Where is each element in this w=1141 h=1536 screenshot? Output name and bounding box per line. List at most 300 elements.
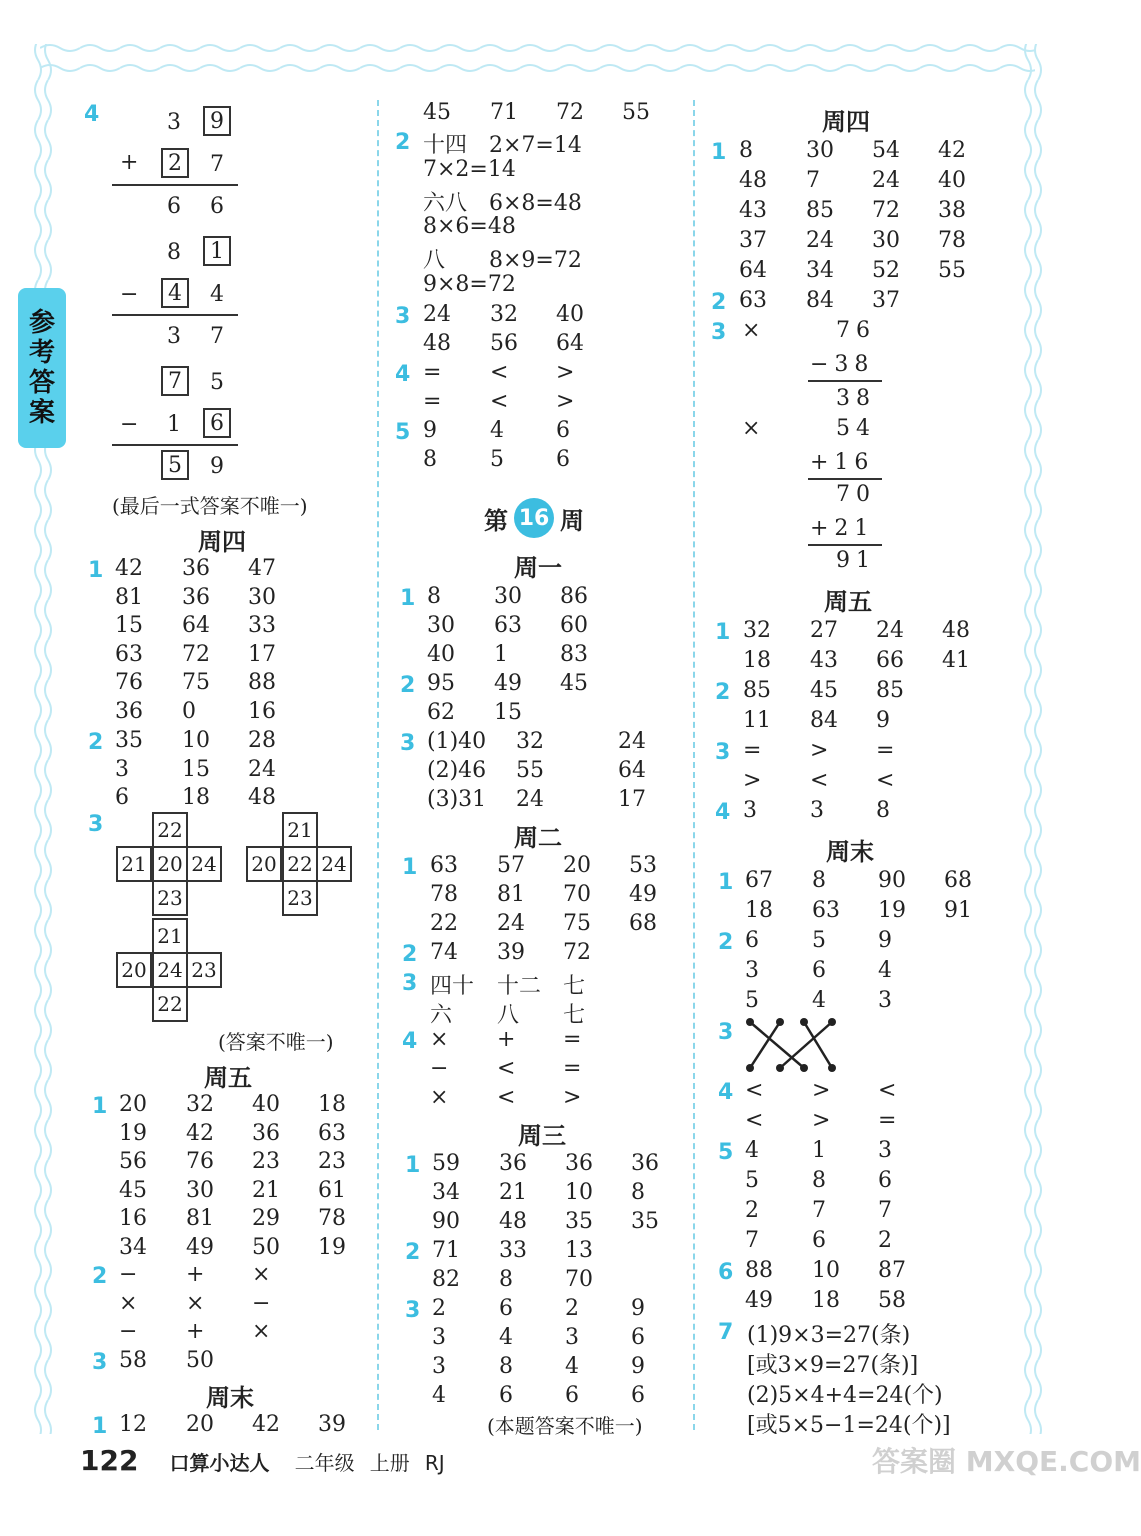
answer-value: 86: [560, 584, 588, 609]
answer-value: 6: [631, 1325, 645, 1350]
watermark: 答案圈 MXQE.COM: [872, 1445, 1141, 1478]
answer-value: 36: [499, 1151, 527, 1176]
answer-value: 59: [432, 1151, 460, 1176]
rule: [112, 314, 238, 316]
answer-value: ×: [430, 1085, 449, 1110]
section-title: 周四: [822, 108, 870, 136]
answer-line: 八 8×9=72: [423, 248, 582, 274]
answer-value: <: [745, 1078, 764, 1103]
answer-value: 42: [252, 1412, 280, 1437]
answer-value: 81: [115, 584, 143, 610]
question-number: 1: [88, 558, 104, 583]
answer-value: 八: [497, 1003, 520, 1028]
answer-value: 56: [119, 1149, 147, 1174]
section-title: 周五: [204, 1064, 252, 1092]
answer-value: 68: [944, 868, 972, 893]
digit: 8: [167, 240, 181, 265]
cross-cell: 23: [282, 880, 318, 916]
answer-value: 63: [115, 641, 143, 667]
answer-value: 5: [745, 988, 759, 1013]
question-number: 2: [88, 730, 104, 755]
answer-value: 5: [745, 1168, 759, 1193]
answer-value: <: [497, 1085, 516, 1110]
answer-value: 5: [490, 447, 504, 472]
answer-value: 32: [490, 302, 518, 327]
answer-value: 21: [499, 1180, 527, 1205]
answer-value: 15: [182, 756, 210, 782]
answer-value: 17: [248, 641, 276, 667]
answer-value: 36: [182, 584, 210, 610]
answer-value: 15: [494, 700, 522, 725]
digit: 4: [210, 282, 224, 307]
answer-value: 24: [423, 302, 451, 327]
answer-value: 48: [423, 331, 451, 356]
answer-value: 63: [739, 288, 767, 313]
cross-cell: 22: [152, 812, 188, 848]
answer-value: 72: [563, 940, 591, 965]
answer-value: 7: [812, 1198, 826, 1223]
section-title: 周末: [206, 1384, 254, 1412]
side-tab-char: 案: [28, 398, 55, 428]
cross-cell: 21: [152, 918, 188, 954]
answer-box: 5: [161, 450, 189, 480]
answer-value: 4: [812, 988, 826, 1013]
answer-value: 49: [629, 882, 657, 907]
answer-line: (1)9×3=27(条): [747, 1323, 911, 1348]
answer-value: 10: [182, 728, 210, 753]
answer-value: 9: [878, 928, 892, 953]
answer-value: 29: [252, 1206, 280, 1231]
answer-value: >: [743, 768, 762, 793]
answer-value: (3)31: [427, 787, 487, 812]
answer-value: 18: [743, 648, 771, 673]
digit: 3: [167, 110, 181, 135]
digit: 6: [210, 194, 224, 219]
vertical-calc-line: +16: [810, 450, 875, 475]
answer-value: 8: [812, 868, 826, 893]
answer-value: 30: [872, 228, 900, 253]
answer-value: 57: [497, 853, 525, 878]
rule: [808, 544, 882, 546]
cross-cell: 20: [246, 846, 282, 882]
question-number: 2: [395, 130, 411, 155]
answer-value: 19: [119, 1120, 147, 1146]
answer-value: 18: [812, 1288, 840, 1313]
answer-value: 70: [565, 1267, 593, 1292]
answer-value: >: [812, 1108, 831, 1133]
answer-value: 47: [248, 556, 276, 581]
answer-value: +: [186, 1262, 205, 1287]
answer-value: 37: [872, 288, 900, 313]
answer-value: 32: [516, 729, 544, 754]
answer-value: 50: [252, 1234, 280, 1260]
answer-value: 27: [810, 618, 838, 643]
answer-box: 2: [161, 148, 189, 178]
answer-value: 43: [739, 198, 767, 223]
rule: [112, 184, 238, 186]
answer-value: 5: [812, 928, 826, 953]
answer-box: 7: [161, 366, 189, 396]
cross-cell: 22: [152, 986, 188, 1022]
answer-value: 90: [878, 868, 906, 893]
cross-cell: 24: [186, 846, 222, 882]
term: 上册: [369, 1451, 410, 1475]
answer-value: <: [497, 1056, 516, 1081]
question-number: 1: [715, 620, 731, 645]
digit: 5: [210, 370, 224, 395]
answer-value: 4: [565, 1354, 579, 1379]
answer-value: 72: [182, 641, 210, 667]
answer-value: =: [878, 1108, 897, 1133]
digit: 9: [210, 454, 224, 479]
answer-value: 63: [318, 1120, 346, 1146]
cross-cell: 23: [152, 880, 188, 916]
rule: [112, 444, 238, 446]
alarm-clock-icon: 16: [514, 498, 554, 538]
question-number: 2: [400, 673, 416, 698]
answer-value: 34: [119, 1234, 147, 1260]
answer-value: 24: [872, 168, 900, 193]
question-number: 6: [718, 1260, 734, 1285]
answer-value: 33: [499, 1238, 527, 1263]
answer-value: 7: [745, 1228, 759, 1253]
answer-value: <: [876, 768, 895, 793]
answer-value: 6: [631, 1383, 645, 1408]
answer-value: 48: [248, 785, 276, 810]
answer-value: 3: [115, 756, 129, 782]
answer-value: 10: [812, 1258, 840, 1283]
answer-value: 3: [743, 798, 757, 823]
section-title: 周三: [518, 1122, 566, 1150]
answer-value: 38: [938, 198, 966, 223]
matching-lines-diagram: [742, 1014, 842, 1076]
answer-value: 0: [182, 698, 196, 724]
question-number: 1: [711, 140, 727, 165]
answer-value: 75: [182, 670, 210, 695]
answer-value: 3: [878, 1138, 892, 1163]
week-heading: [484, 498, 584, 538]
page-number: 122: [80, 1444, 139, 1477]
answer-value: 24: [497, 911, 525, 936]
question-number: 4: [718, 1080, 734, 1105]
vertical-calc-line: 76: [836, 318, 876, 343]
answer-value: 3: [745, 958, 759, 983]
answer-value: 56: [490, 331, 518, 356]
answer-value: 6: [745, 928, 759, 953]
question-number: 3: [718, 1020, 734, 1045]
answer-value: ×: [252, 1319, 271, 1344]
question-number: 3: [711, 320, 727, 345]
answer-value: 48: [942, 618, 970, 643]
answer-value: >: [556, 389, 575, 414]
answer-value: 七: [563, 974, 586, 999]
page-footer: [80, 1444, 445, 1477]
answer-value: 76: [115, 670, 143, 695]
answer-value: 22: [430, 911, 458, 936]
answer-value: 36: [565, 1151, 593, 1176]
answer-value: 41: [942, 648, 970, 673]
answer-value: 6: [812, 1228, 826, 1253]
rule: [808, 478, 882, 480]
answer-value: 71: [490, 100, 518, 125]
answer-value: 87: [878, 1258, 906, 1283]
answer-line: 8×6=48: [423, 214, 516, 240]
question-number: 7: [718, 1320, 734, 1345]
cross-cell: 24: [152, 952, 188, 988]
answer-value: <: [810, 768, 829, 793]
question-number: 1: [718, 870, 734, 895]
answer-value: 64: [182, 613, 210, 638]
answer-value: 8: [812, 1168, 826, 1193]
answer-line: [或3×9=27(条)]: [747, 1353, 919, 1378]
answer-value: 78: [430, 882, 458, 907]
digit: 3: [167, 324, 181, 349]
answer-value: 37: [739, 228, 767, 253]
answer-value: 42: [186, 1120, 214, 1146]
book-title: 口算小达人: [169, 1451, 270, 1475]
question-number: 1: [405, 1153, 421, 1178]
answer-value: 61: [318, 1177, 346, 1203]
question-number: 1: [402, 855, 418, 880]
answer-value: −: [430, 1056, 449, 1081]
answer-value: 20: [186, 1412, 214, 1437]
grade: 二年级: [294, 1451, 355, 1475]
answer-value: 45: [423, 100, 451, 125]
answer-value: 4: [745, 1138, 759, 1163]
answer-value: 9: [423, 418, 437, 443]
column-divider: [377, 100, 379, 1430]
answer-line: 六八 6×8=48: [423, 190, 582, 216]
answer-value: 42: [115, 556, 143, 581]
answer-value: +: [186, 1319, 205, 1344]
digit: 7: [210, 152, 224, 177]
vertical-calc-line: +21: [810, 516, 875, 541]
answer-value: 36: [252, 1120, 280, 1146]
answer-value: 4: [490, 418, 504, 443]
answer-line: 7×2=14: [423, 156, 516, 182]
answer-value: 42: [938, 138, 966, 163]
answer-value: −: [119, 1262, 138, 1287]
answer-value: 21: [252, 1177, 280, 1203]
side-tab-char: 答: [28, 368, 55, 398]
answer-value: =: [876, 738, 895, 763]
answer-value: 66: [876, 648, 904, 673]
answer-value: 4: [878, 958, 892, 983]
question-number: 5: [718, 1140, 734, 1165]
answer-value: 81: [497, 882, 525, 907]
answer-value: 8: [423, 447, 437, 472]
answer-value: 82: [432, 1267, 460, 1292]
answer-value: 4: [499, 1325, 513, 1350]
answer-value: 45: [560, 671, 588, 696]
answer-value: >: [810, 738, 829, 763]
answer-value: 90: [432, 1209, 460, 1234]
question-number: 3: [405, 1298, 421, 1323]
mark: ×: [742, 318, 761, 343]
answer-value: 3: [432, 1325, 446, 1350]
answer-value: 8: [427, 584, 441, 609]
answer-value: 24: [248, 756, 276, 782]
cross-cell: 24: [316, 846, 352, 882]
question-number: 1: [400, 586, 416, 611]
question-number: 3: [395, 304, 411, 329]
answer-value: 24: [876, 618, 904, 643]
answer-value: 52: [872, 258, 900, 283]
section-title: 周末: [826, 838, 874, 866]
answer-value: 35: [565, 1209, 593, 1234]
question-number: 3: [88, 812, 104, 837]
answer-value: 95: [427, 671, 455, 696]
answer-value: 70: [563, 882, 591, 907]
answer-value: 49: [494, 671, 522, 696]
answer-value: 8: [876, 798, 890, 823]
answer-value: 9: [631, 1296, 645, 1321]
section-title: 周二: [514, 824, 562, 852]
answer-value: 45: [119, 1177, 147, 1203]
vertical-calc-line: 38: [836, 386, 876, 411]
answer-value: 2: [565, 1296, 579, 1321]
answer-value: 8: [499, 1267, 513, 1292]
column-divider: [693, 100, 695, 1430]
question-number: 2: [715, 680, 731, 705]
answer-value: 43: [810, 648, 838, 673]
answer-value: 30: [248, 584, 276, 610]
section-title: 周一: [514, 554, 562, 582]
answer-line: 十四 2×7=14: [423, 133, 582, 158]
question-number: 3: [92, 1350, 108, 1375]
answer-value: =: [563, 1056, 582, 1081]
cross-cell: 20: [116, 952, 152, 988]
answer-value: <: [490, 360, 509, 385]
answer-value: 七: [563, 1003, 586, 1028]
answer-value: <: [745, 1108, 764, 1133]
answer-value: 7: [878, 1198, 892, 1223]
answer-value: 39: [318, 1412, 346, 1437]
answer-value: 13: [565, 1238, 593, 1263]
digit: 7: [210, 324, 224, 349]
operator: −: [120, 412, 139, 437]
answer-value: 6: [565, 1383, 579, 1408]
answer-box: 1: [203, 236, 231, 266]
question-number: 4: [402, 1029, 418, 1054]
answer-value: 67: [745, 868, 773, 893]
answer-value: 6: [556, 418, 570, 443]
answer-value: 18: [182, 785, 210, 810]
answer-value: 18: [318, 1092, 346, 1117]
side-tab-char: 参: [28, 308, 55, 338]
answer-value: 32: [743, 618, 771, 643]
note: (本题答案不唯一): [487, 1414, 643, 1438]
operator: +: [120, 150, 139, 175]
answer-value: 6: [878, 1168, 892, 1193]
answer-value: 30: [186, 1177, 214, 1203]
answer-value: 16: [248, 698, 276, 724]
answer-value: 36: [631, 1151, 659, 1176]
answer-value: 63: [812, 898, 840, 923]
answer-value: 34: [432, 1180, 460, 1205]
answer-value: 49: [186, 1234, 214, 1260]
answer-value: 12: [119, 1412, 147, 1437]
answer-value: 83: [560, 642, 588, 667]
answer-value: 3: [810, 798, 824, 823]
answer-value: 88: [745, 1258, 773, 1283]
answer-value: 85: [806, 198, 834, 223]
answer-box: 9: [203, 106, 231, 136]
answer-value: 8: [739, 138, 753, 163]
answer-value: 2: [745, 1198, 759, 1223]
section-title: 周四: [198, 528, 246, 556]
answer-value: 11: [743, 708, 771, 733]
answer-value: 36: [115, 698, 143, 724]
answer-value: 72: [872, 198, 900, 223]
digit: 1: [167, 412, 181, 437]
answer-value: 19: [878, 898, 906, 923]
question-number: 4: [84, 102, 100, 127]
cross-cell: 21: [116, 846, 152, 882]
answer-value: 8: [499, 1354, 513, 1379]
answer-line: [或5×5−1=24(个)]: [747, 1413, 951, 1438]
answer-value: 71: [432, 1238, 460, 1263]
answer-value: ×: [119, 1290, 138, 1316]
answer-value: 40: [427, 642, 455, 667]
answer-value: +: [497, 1027, 516, 1052]
answer-value: 3: [878, 988, 892, 1013]
answer-value: 6: [812, 958, 826, 983]
answer-value: >: [812, 1078, 831, 1103]
answer-value: 十二: [497, 974, 542, 999]
answer-value: 36: [182, 556, 210, 581]
answer-value: 88: [248, 670, 276, 695]
answer-value: 6: [499, 1383, 513, 1408]
answer-value: ×: [252, 1262, 271, 1287]
answer-value: 6: [499, 1296, 513, 1321]
answer-value: 48: [499, 1209, 527, 1234]
answer-value: 49: [745, 1288, 773, 1313]
week-prefix: 第: [484, 506, 508, 535]
answer-value: 58: [878, 1288, 906, 1313]
cross-cell: 23: [186, 952, 222, 988]
vertical-calc-line: −38: [810, 352, 875, 377]
answer-value: 18: [745, 898, 773, 923]
answer-value: 40: [556, 302, 584, 327]
side-tab-char: 考: [28, 338, 55, 368]
answer-value: 76: [186, 1149, 214, 1174]
answer-value: 64: [618, 758, 646, 783]
answer-value: 53: [629, 853, 657, 878]
answer-value: 30: [494, 584, 522, 609]
answer-line: (2)5×4+4=24(个): [747, 1383, 943, 1408]
answer-value: 45: [810, 678, 838, 703]
question-number: 5: [395, 420, 411, 445]
vertical-calc-line: 54: [836, 416, 876, 441]
answer-value: −: [119, 1319, 138, 1344]
answer-value: 84: [810, 708, 838, 733]
answer-box: 4: [161, 278, 189, 308]
answer-value: ×: [430, 1027, 449, 1052]
answer-value: 63: [430, 853, 458, 878]
section-title: 周五: [824, 588, 872, 616]
answer-value: 2: [878, 1228, 892, 1253]
mark: ×: [742, 416, 761, 441]
answer-value: 24: [516, 787, 544, 812]
answer-value: 75: [563, 911, 591, 936]
answer-value: 32: [186, 1092, 214, 1117]
answer-value: 55: [938, 258, 966, 283]
answer-value: 54: [872, 138, 900, 163]
week-suffix: 周: [560, 506, 584, 535]
operator: −: [120, 282, 139, 307]
answer-value: 35: [115, 728, 143, 753]
